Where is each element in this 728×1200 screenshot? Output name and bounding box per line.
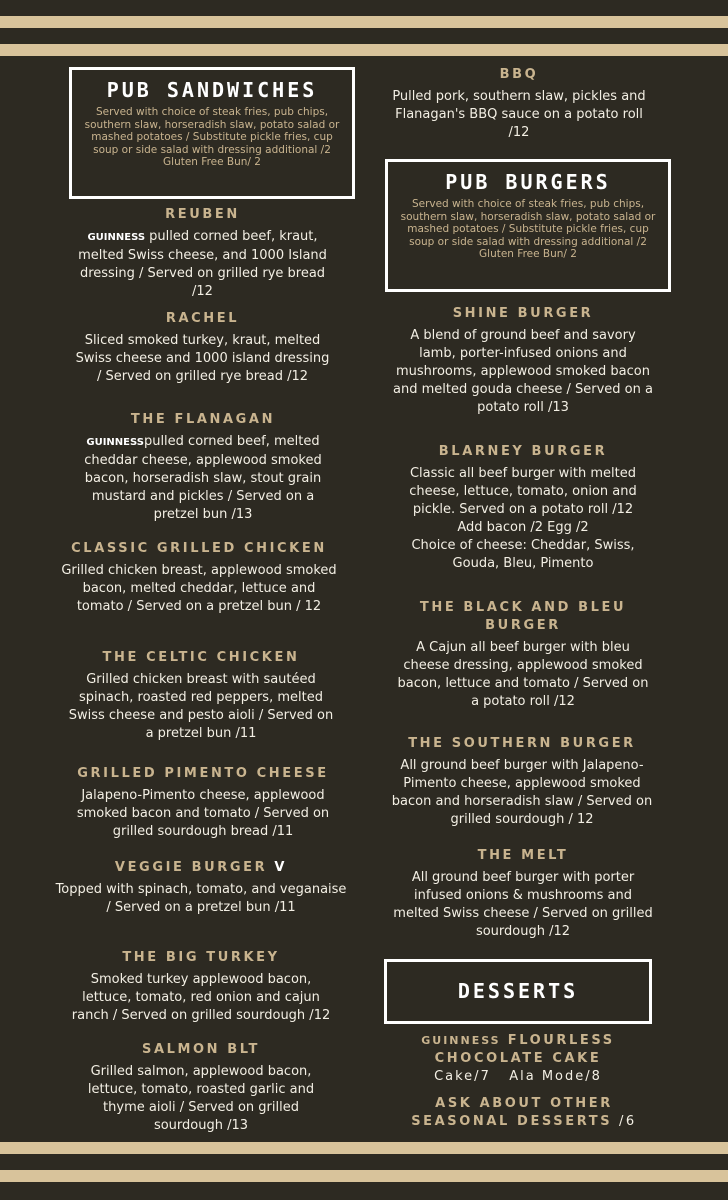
menu-item-black-and-bleu-burger (392, 599, 654, 711)
menu-item-southern-burger (384, 735, 660, 829)
menu-item-flanagan (72, 411, 334, 524)
item-desc: Grilled salmon, applewood bacon, lettuce, tomato, roasted garlic and thyme aioli / Served on grilled sourdough /13 (87, 1064, 315, 1133)
item-title: GRILLED PIMENTO CHEESE (77, 766, 329, 781)
item-desc: Classic all beef burger with melted cheese, lettuce, tomato, onion and pickle. Served on a potato roll /12 (409, 466, 637, 517)
guinness-brand: GUINNESS (86, 437, 144, 448)
item-title: REUBEN (165, 207, 240, 222)
item-title: THE SOUTHERN BURGER (408, 736, 636, 751)
item-desc: Jalapeno-Pimento cheese, applewood smoked bacon and tomato / Served on grilled sourdough bread /11 (76, 788, 330, 839)
item-title-line2 (384, 1113, 664, 1131)
guinness-brand: GUINNESS (421, 1034, 501, 1047)
menu-item-big-turkey (68, 949, 334, 1025)
item-desc: Grilled chicken breast, applewood smoked bacon, melted cheddar, lettuce and tomato / Served on a pretzel bun / 12 (61, 563, 337, 614)
item-desc: Topped with spinach, tomato, and veganaise / Served on a pretzel bun /11 (55, 882, 347, 915)
item-title-line2: CHOCOLATE CAKE (434, 1051, 602, 1066)
sandwiches-header-box (69, 67, 355, 199)
item-title: RACHEL (165, 311, 240, 326)
menu-item-reuben (75, 206, 330, 301)
burgers-sides-note: Served with choice of steak fries, pub chips, southern slaw, horseradish slaw, potato salad or mashed potatoes / Substitute pickle fries, cup soup or side salad with dressing additional /2 (400, 198, 656, 248)
item-title-text: VEGGIE BURGER (114, 860, 268, 875)
item-title (384, 1032, 652, 1050)
item-title (55, 859, 347, 877)
item-title: THE BLACK AND BLEU BURGER (419, 600, 627, 633)
top-stripe-1 (0, 16, 728, 28)
burgers-header-box (385, 159, 671, 292)
item-desc (72, 433, 334, 524)
item-title: THE FLANAGAN (130, 412, 276, 427)
menu-item-veggie-burger (55, 859, 347, 917)
item-extra-cheese-choice: Choice of cheese: Cheddar, Swiss, Gouda, Bleu, Pimento (411, 538, 635, 571)
item-title: THE CELTIC CHICKEN (102, 650, 300, 665)
item-desc: All ground beef burger with porter infused onions & mushrooms and melted Swiss cheese / Served on grilled sourdough /12 (393, 870, 653, 939)
item-desc: Pulled pork, southern slaw, pickles and Flanagan's BBQ sauce on a potato roll /12 (392, 89, 646, 140)
dessert-item-seasonal (384, 1095, 664, 1131)
menu-item-the-melt (392, 847, 654, 941)
burgers-title: PUB BURGERS (445, 170, 611, 194)
menu-item-salmon-blt (70, 1041, 332, 1135)
sandwiches-title: PUB SANDWICHES (106, 78, 318, 102)
item-title-text: SEASONAL DESSERTS (411, 1114, 613, 1129)
item-desc-text: pulled corned beef, kraut, melted Swiss cheese, and 1000 Island dressing / Served on grilled rye bread /12 (78, 229, 327, 299)
item-extra-bacon-egg: Add bacon /2 Egg /2 (457, 520, 589, 535)
bottom-stripe-1 (0, 1142, 728, 1154)
item-desc: Smoked turkey applewood bacon, lettuce, tomato, red onion and cajun ranch / Served on grilled sourdough /12 (71, 972, 331, 1023)
menu-item-blarney-burger (392, 443, 654, 573)
item-title-text: FLOURLESS (507, 1033, 615, 1048)
item-desc: Sliced smoked turkey, kraut, melted Swiss cheese and 1000 island dressing / Served on grilled rye bread /12 (75, 333, 330, 384)
item-title: CLASSIC GRILLED CHICKEN (71, 541, 327, 556)
desserts-header-box (384, 959, 652, 1024)
burgers-gf-note: Gluten Free Bun/ 2 (479, 248, 577, 260)
item-title: BLARNEY BURGER (438, 444, 608, 459)
menu-item-celtic-chicken (66, 649, 336, 743)
guinness-brand: GUINNESS (87, 232, 146, 243)
desserts-title: DESSERTS (457, 979, 579, 1003)
item-desc: A Cajun all beef burger with bleu cheese dressing, applewood smoked bacon, lettuce and tomato / Served on a potato roll /12 (397, 640, 649, 709)
item-desc: Grilled chicken breast with sautéed spinach, roasted red peppers, melted Swiss cheese and pesto aioli / Served on a pretzel bun /11 (68, 672, 334, 741)
dessert-item-flourless-cake (384, 1032, 652, 1086)
item-desc: A blend of ground beef and savory lamb, porter-infused onions and mushrooms, applewood smoked bacon and melted gouda cheese / Served on a potato roll /13 (393, 328, 653, 415)
item-price: /6 (612, 1114, 637, 1129)
menu-item-shine-burger (392, 305, 654, 417)
item-title: BBQ (499, 67, 539, 82)
sandwiches-sides-note: Served with choice of steak fries, pub chips, southern slaw, horseradish slaw, potato salad or mashed potatoes / Substitute pickle fries, cup soup or side salad with dressing additional /2 (84, 106, 340, 156)
item-price: Cake/7 Ala Mode/8 (434, 1069, 602, 1084)
menu-item-bbq (385, 66, 653, 142)
item-title: SALMON BLT (141, 1042, 260, 1057)
top-stripe-2 (0, 44, 728, 56)
menu-item-grilled-pimento-cheese (62, 765, 344, 841)
item-title: ASK ABOUT OTHER (435, 1096, 613, 1111)
item-desc-text: pulled corned beef, melted cheddar cheese, applewood smoked bacon, horseradish slaw, stout grain mustard and pickles / Served on a pretzel bun /13 (84, 434, 322, 522)
item-desc: All ground beef burger with Jalapeno-Pimento cheese, applewood smoked bacon and horseradish slaw / Served on grilled sourdough / 12 (391, 758, 653, 827)
item-title: SHINE BURGER (452, 306, 594, 321)
item-desc (75, 228, 330, 301)
item-title: THE MELT (477, 848, 569, 863)
menu-item-rachel (75, 310, 330, 386)
bottom-stripe-2 (0, 1170, 728, 1182)
vegetarian-mark: V (274, 860, 288, 875)
menu-item-classic-grilled-chicken (58, 540, 340, 616)
item-title: THE BIG TURKEY (122, 950, 280, 965)
sandwiches-gf-note: Gluten Free Bun/ 2 (163, 156, 261, 168)
